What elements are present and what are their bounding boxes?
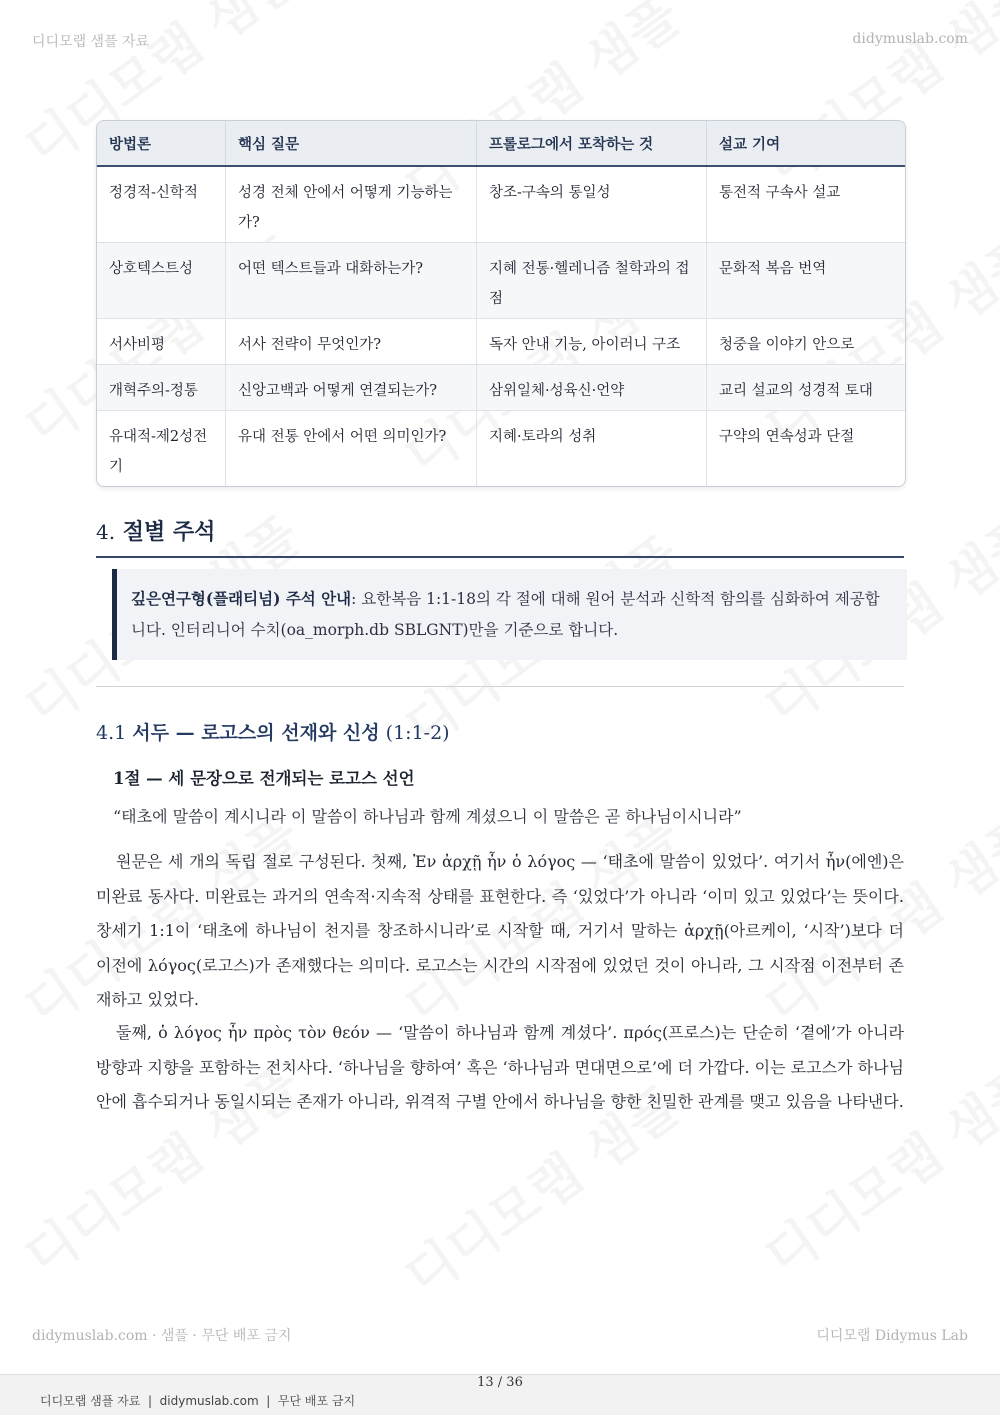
table-cell: 독자 안내 기능, 아이러니 구조 bbox=[477, 319, 707, 365]
table-row bbox=[97, 319, 905, 365]
verse-quote: “태초에 말씀이 계시니라 이 말씀이 하나님과 함께 계셨으니 이 말씀은 곧 하나님이시니라” bbox=[113, 807, 742, 826]
footer-right: 디디모랩 Didymus Lab bbox=[816, 1328, 968, 1344]
paragraph: 둘째, ὁ λόγος ἦν πρὸς τὸν θεόν — ‘말씀이 하나님과 함께 계셨다’. πρός(프로스)는 단순히 ‘곁에’가 아니라 방향과 지향을 포함하는 전치사다. ‘하나님을 향하여’ 혹은 ‘하나님과 면대면으로’에 더 가깝다. 이는 로고스가 하나님 안에 흡수되거나 동일시되는 존재가 아니라, 위격적 구별 안에서 하나님을 향한 친밀한 관계를 맺고 있음을 나타낸다. bbox=[96, 1023, 904, 1111]
table-cell: 상호텍스트성 bbox=[97, 243, 226, 319]
table-cell: 교리 설교의 성경적 토대 bbox=[707, 365, 906, 411]
methodology-table bbox=[96, 120, 906, 487]
table-cell: 신앙고백과 어떻게 연결되는가? bbox=[226, 365, 477, 411]
subsection-number: 4.1 bbox=[96, 722, 127, 744]
subsection-title: 서두 — 로고스의 선재와 신성 bbox=[132, 722, 380, 744]
table-cell: 지혜·토라의 성취 bbox=[477, 411, 707, 487]
table-cell: 어떤 텍스트들과 대화하는가? bbox=[226, 243, 477, 319]
column-header: 설교 기여 bbox=[707, 121, 906, 166]
bottom-bar-text: 디디모랩 샘플 자료 | didymuslab.com | 무단 배포 금지 bbox=[40, 1394, 356, 1408]
table-cell: 청중을 이야기 안으로 bbox=[707, 319, 906, 365]
table-row bbox=[97, 411, 905, 487]
table-cell: 구약의 연속성과 단절 bbox=[707, 411, 906, 487]
table-cell: 성경 전체 안에서 어떻게 기능하는가? bbox=[226, 166, 477, 243]
column-header: 핵심 질문 bbox=[226, 121, 477, 166]
column-header: 방법론 bbox=[97, 121, 226, 166]
section-number: 4. bbox=[96, 520, 116, 544]
table-row bbox=[97, 365, 905, 411]
table-cell: 통전적 구속사 설교 bbox=[707, 166, 906, 243]
table-cell: 문화적 복음 번역 bbox=[707, 243, 906, 319]
section-heading bbox=[96, 515, 904, 558]
header-right: didymuslab.com bbox=[852, 31, 968, 47]
table-header-row bbox=[97, 121, 905, 166]
table-row bbox=[97, 166, 905, 243]
table-cell: 유대적-제2성전기 bbox=[97, 411, 226, 487]
table-cell: 서사비평 bbox=[97, 319, 226, 365]
table-cell: 창조-구속의 통일성 bbox=[477, 166, 707, 243]
verse-heading: 1절 — 세 문장으로 전개되는 로고스 선언 bbox=[113, 769, 415, 788]
table-cell: 정경적-신학적 bbox=[97, 166, 226, 243]
page-number: 13 / 36 bbox=[477, 1375, 523, 1390]
info-note bbox=[112, 569, 907, 660]
table-cell: 서사 전략이 무엇인가? bbox=[226, 319, 477, 365]
note-text: : 요한복음 1:1-18의 각 절에 대해 원어 분석과 신학적 함의를 심화하여 제공합니다. 인터리니어 수치(oa_morph.db SBLGNT)만을 기준으로 합니다. bbox=[131, 590, 880, 639]
table-row bbox=[97, 243, 905, 319]
table-cell: 삼위일체·성육신·언약 bbox=[477, 365, 707, 411]
section-title: 절별 주석 bbox=[122, 519, 216, 545]
table-cell: 유대 전통 안에서 어떤 의미인가? bbox=[226, 411, 477, 487]
divider bbox=[96, 686, 904, 687]
column-header: 프롤로그에서 포착하는 것 bbox=[477, 121, 707, 166]
footer-left: didymuslab.com · 샘플 · 무단 배포 금지 bbox=[32, 1328, 292, 1344]
note-label: 깊은연구형(플래티넘) 주석 안내 bbox=[131, 589, 352, 608]
paragraph: 원문은 세 개의 독립 절로 구성된다. 첫째, Ἐν ἀρχῇ ἦν ὁ λόγος — ‘태초에 말씀이 있었다’. 여기서 ἦν(에엔)은 미완료 동사다. 미완료는 과거의 연속적·지속적 상태를 표현한다. 즉 ‘있었다’가 아니라 ‘이미 있고 있었다’는 뜻이다. 창세기 1:1이 ‘태초에 하나님이 천지를 창조하시니라’로 시작할 때, 거기서 말하는 ἀρχῇ(아르케이, ‘시작’)보다 더 이전에 λόγος(로고스)가 존재했다는 의미다. 로고스는 시간의 시작점에 있었던 것이 아니라, 그 시작점 이전부터 존재하고 있었다. bbox=[96, 852, 904, 1009]
table-cell: 개혁주의-정통 bbox=[97, 365, 226, 411]
header-left: 디디모랩 샘플 자료 bbox=[32, 34, 150, 50]
subsection-ref: (1:1-2) bbox=[385, 722, 450, 744]
table-cell: 지혜 전통·헬레니즘 철학과의 접점 bbox=[477, 243, 707, 319]
subsection-heading bbox=[96, 718, 450, 745]
